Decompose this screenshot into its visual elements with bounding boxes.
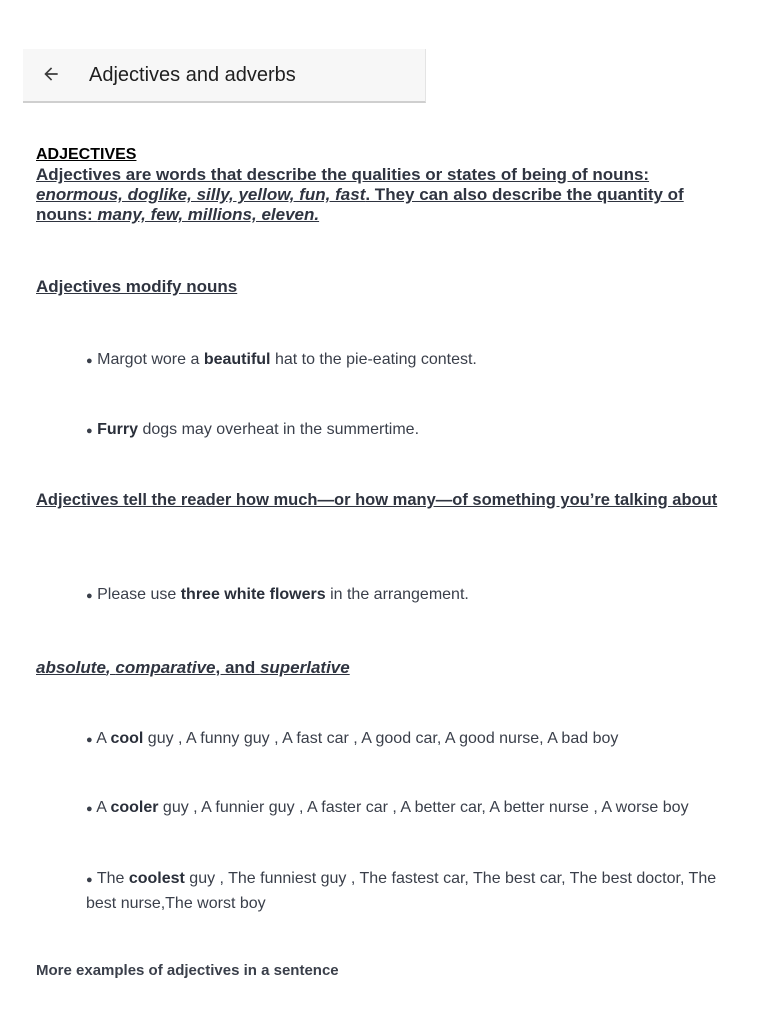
heading-sep: , <box>105 658 116 677</box>
bullet-bold: Furry <box>97 421 139 438</box>
bullet-bold: beautiful <box>203 351 271 368</box>
bullet-dot: ● <box>86 425 93 437</box>
list-item <box>86 796 736 821</box>
definition-examples-2: many, few, millions, eleven. <box>97 205 320 224</box>
list-item <box>86 418 726 443</box>
heading-absolute: absolute <box>36 658 106 677</box>
section-heading-quantity: Adjectives tell the reader how much—or how many—of something you’re talking about <box>36 491 718 509</box>
bullet-bold: cool <box>110 730 144 747</box>
bullet-text: guy , The funniest guy , The fastest car, The best car, The best doctor, The best nurse,The worst boy <box>86 870 717 912</box>
heading-comparative: comparative <box>115 658 216 677</box>
bullet-bold: coolest <box>128 870 185 887</box>
bullet-text: in the arrangement. <box>325 586 469 603</box>
heading-sep: , and <box>215 658 260 677</box>
page-title: Adjectives and adverbs <box>89 64 296 86</box>
section-heading-degrees <box>36 655 350 680</box>
bullet-text: guy , A funnier guy , A faster car , A better car, A better nurse , A worse boy <box>158 799 689 816</box>
top-bar <box>23 49 426 103</box>
definition-text-2: . They can also describe the quantity of nouns: <box>36 185 684 224</box>
arrow-left-icon <box>41 64 61 89</box>
section-heading-modify: Adjectives modify nouns <box>36 277 238 296</box>
bullet-dot: ● <box>86 355 93 367</box>
list-item <box>86 727 726 752</box>
adjectives-heading: ADJECTIVES <box>36 146 137 163</box>
bullet-dot: ● <box>86 874 93 886</box>
bullet-bold: three white flowers <box>180 586 326 603</box>
bullet-dot: ● <box>86 803 93 815</box>
list-item <box>86 867 726 915</box>
bullet-text: A <box>96 799 111 816</box>
definition-examples-1: enormous, doglike, silly, yellow, fun, fast <box>36 185 366 204</box>
more-examples-heading: More examples of adjectives in a sentence <box>36 962 339 979</box>
bullet-text: A <box>96 730 111 747</box>
definition-text-1: Adjectives are words that describe the qualities or states of being of nouns: <box>36 165 650 184</box>
bullet-text: guy , A funny guy , A fast car , A good car, A good nurse, A bad boy <box>143 730 619 747</box>
bullet-dot: ● <box>86 590 93 602</box>
bullet-text: The <box>96 870 129 887</box>
adjectives-definition <box>36 165 736 225</box>
bullet-text: Margot wore a <box>97 351 204 368</box>
bullet-bold: cooler <box>110 799 159 816</box>
bullet-dot: ● <box>86 734 93 746</box>
heading-superlative: superlative <box>259 658 350 677</box>
list-item <box>86 348 726 373</box>
bullet-text: Please use <box>97 586 181 603</box>
back-button[interactable] <box>37 62 65 90</box>
bullet-text: dogs may overheat in the summertime. <box>138 421 420 438</box>
bullet-text: hat to the pie-eating contest. <box>270 351 477 368</box>
list-item <box>86 583 726 608</box>
